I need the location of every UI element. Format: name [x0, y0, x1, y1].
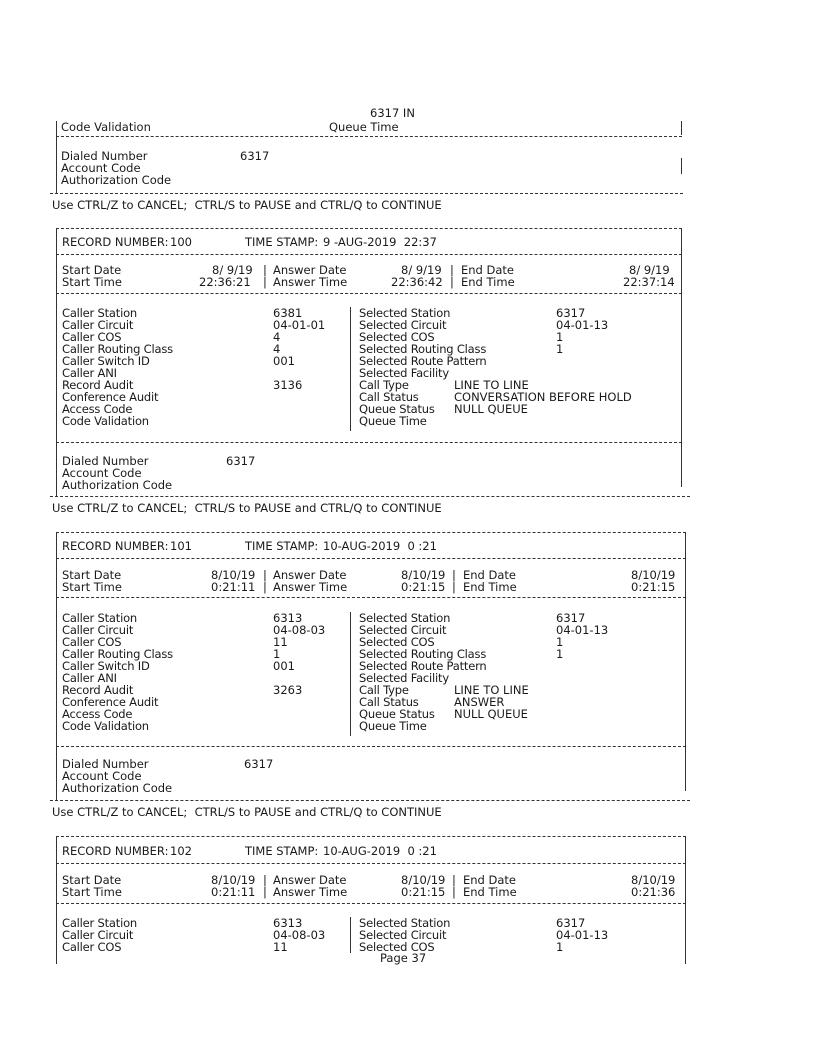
start-date-label: Start Date	[62, 263, 122, 277]
end-time-value: 22:37:14	[623, 275, 675, 289]
time-stamp-label: TIME STAMP:	[245, 844, 319, 858]
auth-label: Authorization Code	[62, 478, 173, 492]
pipe: |	[450, 275, 454, 289]
instruction-line: Use CTRL/Z to CANCEL; CTRL/S to PAUSE and CTRL/Q to CONTINUE	[52, 501, 442, 515]
answer-time-label: Answer Time	[273, 275, 348, 289]
record-number-label: RECORD NUMBER:	[62, 844, 169, 858]
selected-labels: Selected Station Selected Circuit Selected COS Selected Routing Class Selected Route Pattern Selected Facility Call Type Call Status Queue Status Queue Time	[359, 306, 487, 428]
answer-date-label: Answer Date	[273, 568, 347, 582]
pipe: |	[263, 275, 267, 289]
pipe: |	[452, 580, 456, 594]
end-time-label: End Time	[463, 885, 517, 899]
instruction-line: Use CTRL/Z to CANCEL; CTRL/S to PAUSE and CTRL/Q to CONTINUE	[52, 805, 442, 819]
record-number-value: 102	[170, 844, 192, 858]
caller-labels: Caller Station Caller Circuit Caller COS Caller Routing Class Caller Switch ID Caller ANI Record Audit Conference Audit Access Code Code Validation	[62, 611, 173, 733]
answer-time-value: 0:21:15	[401, 580, 446, 594]
caller-values: 6313 04-08-03 11 1 001 3263	[273, 611, 326, 697]
answer-date-label: Answer Date	[273, 873, 347, 887]
top-account-label: Account Code	[61, 161, 141, 175]
answer-date-value: 8/ 9/19	[401, 263, 442, 277]
end-time-value: 0:21:15	[631, 580, 676, 594]
record-number-label: RECORD NUMBER:	[62, 539, 169, 553]
end-date-value: 8/10/19	[631, 873, 676, 887]
time-stamp-value: 10-AUG-2019 0 :21	[323, 844, 437, 858]
time-stamp-label: TIME STAMP:	[245, 235, 319, 249]
end-date-label: End Date	[463, 568, 516, 582]
pipe: |	[263, 885, 267, 899]
record-number-value: 100	[170, 235, 192, 249]
end-date-value: 8/ 9/19	[629, 263, 670, 277]
answer-time-label: Answer Time	[273, 885, 348, 899]
pipe: |	[450, 263, 454, 277]
start-date-value: 8/ 9/19	[212, 263, 253, 277]
answer-date-value: 8/10/19	[401, 568, 446, 582]
top-dialed-value: 6317	[240, 149, 270, 163]
end-time-value: 0:21:36	[631, 885, 676, 899]
top-dialed-label: Dialed Number	[61, 149, 148, 163]
page-number: Page 37	[380, 951, 427, 965]
dialed-label: Dialed Number	[62, 454, 149, 468]
dialed-value: 6317	[226, 454, 256, 468]
selected-values: 6317 04-01-13 1	[556, 916, 609, 954]
start-time-label: Start Time	[62, 885, 122, 899]
pipe: |	[263, 580, 267, 594]
answer-time-label: Answer Time	[273, 580, 348, 594]
start-time-label: Start Time	[62, 275, 122, 289]
dialed-label: Dialed Number	[62, 757, 149, 771]
end-date-label: End Date	[461, 263, 514, 277]
pipe: |	[263, 263, 267, 277]
end-time-label: End Time	[463, 580, 517, 594]
account-label: Account Code	[62, 466, 142, 480]
pipe: |	[263, 873, 267, 887]
caller-labels: Caller Station Caller Circuit Caller COS	[62, 916, 138, 954]
pipe: |	[452, 885, 456, 899]
selected-values: 6317 04-01-13 1 1	[556, 611, 609, 661]
top-auth-label: Authorization Code	[61, 173, 172, 187]
selected-values-ext: LINE TO LINE CONVERSATION BEFORE HOLD NULL QUEUE	[454, 378, 632, 416]
caller-labels: Caller Station Caller Circuit Caller COS Caller Routing Class Caller Switch ID Caller ANI Record Audit Conference Audit Access Code Code Validation	[62, 306, 173, 428]
top-station-line: 6317 IN	[370, 106, 415, 120]
end-date-value: 8/10/19	[631, 568, 676, 582]
selected-labels: Selected Station Selected Circuit Selected COS Selected Routing Class Selected Route Pattern Selected Facility Call Type Call Status Queue Status Queue Time	[359, 611, 487, 733]
time-stamp-value: 9 -AUG-2019 22:37	[323, 235, 437, 249]
pipe: |	[452, 568, 456, 582]
record-number-value: 101	[170, 539, 192, 553]
answer-time-value: 22:36:42	[391, 275, 443, 289]
time-stamp-value: 10-AUG-2019 0 :21	[323, 539, 437, 553]
record-number-label: RECORD NUMBER:	[62, 235, 169, 249]
answer-time-value: 0:21:15	[401, 885, 446, 899]
end-time-label: End Time	[461, 275, 515, 289]
start-time-value: 22:36:21	[199, 275, 251, 289]
dialed-value: 6317	[244, 757, 274, 771]
time-stamp-label: TIME STAMP:	[245, 539, 319, 553]
end-date-label: End Date	[463, 873, 516, 887]
selected-values-ext: LINE TO LINE ANSWER NULL QUEUE	[454, 683, 529, 721]
answer-date-label: Answer Date	[273, 263, 347, 277]
pipe: |	[452, 873, 456, 887]
start-time-value: 0:21:11	[211, 580, 256, 594]
start-time-value: 0:21:11	[211, 885, 256, 899]
caller-values: 6313 04-08-03 11	[273, 916, 326, 954]
start-date-label: Start Date	[62, 873, 122, 887]
start-date-value: 8/10/19	[211, 568, 256, 582]
top-queue-time: Queue Time	[329, 120, 399, 134]
selected-values: 6317 04-01-13 1 1	[556, 306, 609, 356]
caller-values: 6381 04-01-01 4 4 001 3136	[273, 306, 326, 392]
start-time-label: Start Time	[62, 580, 122, 594]
pipe: |	[263, 568, 267, 582]
account-label: Account Code	[62, 769, 142, 783]
auth-label: Authorization Code	[62, 781, 173, 795]
start-date-label: Start Date	[62, 568, 122, 582]
instruction-line: Use CTRL/Z to CANCEL; CTRL/S to PAUSE and CTRL/Q to CONTINUE	[52, 198, 442, 212]
answer-date-value: 8/10/19	[401, 873, 446, 887]
selected-labels: Selected Station Selected Circuit Selected COS	[359, 916, 451, 954]
top-code-validation: Code Validation	[61, 120, 151, 134]
start-date-value: 8/10/19	[211, 873, 256, 887]
